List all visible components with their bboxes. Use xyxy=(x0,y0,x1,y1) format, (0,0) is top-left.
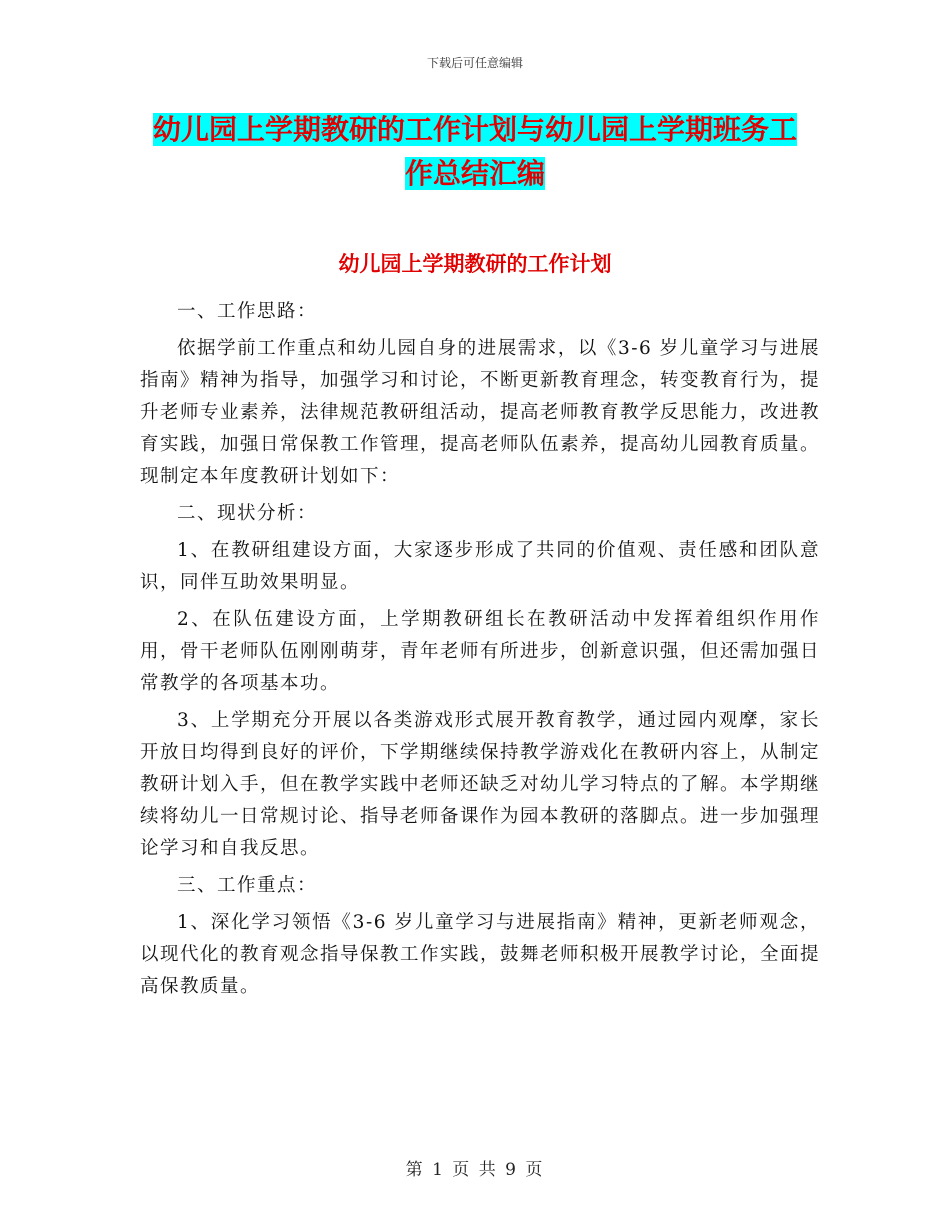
paragraph-status-2: 2、在队伍建设方面，上学期教研组长在教研活动中发挥着组织作用作用，骨干老师队伍刚刚萌芽，青年老师有所进步，创新意识强，但还需加强日常教学的各项基本功。 xyxy=(140,609,821,694)
paragraph-status-1: 1、在教研组建设方面，大家逐步形成了共同的价值观、责任感和团队意识，同伴互助效果明显。 xyxy=(140,540,820,593)
document-title xyxy=(120,108,830,196)
section-title: 幼儿园上学期教研的工作计划 xyxy=(338,252,612,276)
page-header-note: 下载后可任意编辑 xyxy=(426,56,523,70)
document-title-line-1: 幼儿园上学期教研的工作计划与幼儿园上学期班务工 xyxy=(152,113,797,146)
paragraph-focus-1: 1、深化学习领悟《3-6 岁儿童学习与进展指南》精神，更新老师观念，以现代化的教育观念指导保教工作实践，鼓舞老师积极开展教学讨论，全面提高保教质量。 xyxy=(140,912,821,997)
heading-work-approach: 一、工作思路： xyxy=(177,301,318,322)
paragraph-status-3: 3、上学期充分开展以各类游戏形式展开教育教学，通过园内观摩，家长开放日均得到良好的评价，下学期继续保持教学游戏化在教研内容上，从制定教研计划入手，但在教学实践中老师还缺乏对幼儿学习特点的了解。本学期继续将幼儿一日常规讨论、指导老师备课作为园本教研的落脚点。进一步加强理论学习和自我反思。 xyxy=(140,710,821,859)
document-title-line-2: 作总结汇编 xyxy=(404,157,545,190)
paragraph-work-approach: 依据学前工作重点和幼儿园自身的进展需求，以《3-6 岁儿童学习与进展指南》精神为指导，加强学习和讨论，不断更新教育理念，转变教育行为，提升老师专业素养，法律规范教研组活动，提高老师教育教学反思能力，改进教育实践，加强日常保教工作管理，提高老师队伍素养，提高幼儿园教育质量。现制定本年度教研计划如下： xyxy=(140,338,821,487)
heading-work-focus: 三、工作重点： xyxy=(177,875,318,896)
document-body xyxy=(140,296,820,1008)
page-number-footer: 第 1 页 共 9 页 xyxy=(405,1160,545,1180)
heading-status-analysis: 二、现状分析： xyxy=(177,503,318,524)
